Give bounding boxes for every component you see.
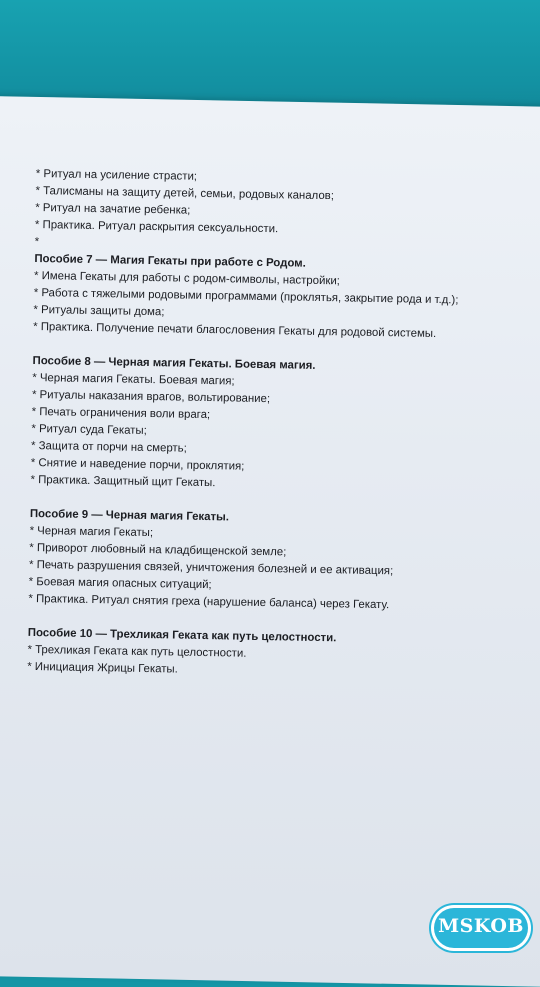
list-item: * Талисманы на защиту детей, семьи, родовых каналов; <box>35 184 335 203</box>
section-heading: Пособие 8 — Черная магия Гекаты. Боевая магия. <box>32 354 316 372</box>
list-item: * Печать разрушения связей, уничтожения болезней и ее активация; <box>28 558 394 578</box>
list-item: * Работа с тяжелыми родовыми программами (проклятья, закрытие рода и т.д.); <box>33 286 459 307</box>
list-item: * Практика. Ритуал раскрытия сексуальности. <box>34 218 279 236</box>
list-item: * Ритуал на зачатие ребенка; <box>35 201 191 217</box>
watermark-text: MSKOB <box>438 915 524 937</box>
section-heading: Пособие 7 — Магия Гекаты при работе с Родом. <box>34 252 306 270</box>
section-heading: Пособие 9 — Черная магия Гекаты. <box>29 507 230 524</box>
list-item: * Черная магия Гекаты. Боевая магия; <box>32 371 235 388</box>
list-item: * Инициация Жрицы Гекаты. <box>27 660 178 676</box>
list-item: * Трехликая Геката как путь целостности. <box>27 643 247 660</box>
list-item: * Печать ограничения воли врага; <box>31 405 211 422</box>
list-item: * Защита от порчи на смерть; <box>31 439 187 455</box>
list-item: * Ритуал суда Гекаты; <box>31 422 147 437</box>
list-item: * Ритуал на усиление страсти; <box>35 167 198 183</box>
list-item: * Ритуалы наказания врагов, вольтирование; <box>31 388 271 406</box>
section-heading: Пособие 10 — Трехликая Геката как путь целостности. <box>27 626 337 645</box>
list-item: * Практика. Защитный щит Гекаты. <box>30 473 216 490</box>
list-item: * Приворот любовный на кладбищенской земле; <box>29 541 287 559</box>
list-item: * Боевая магия опасных ситуаций; <box>28 575 212 592</box>
list-item: * Практика. Ритуал снятия греха (нарушение баланса) через Гекату. <box>28 592 390 612</box>
list-item: * <box>34 235 40 249</box>
document-text <box>27 166 516 684</box>
list-item: * Снятие и наведение порчи, проклятия; <box>30 456 245 473</box>
list-item: * Черная магия Гекаты; <box>29 524 154 540</box>
list-item: * Ритуалы защиты дома; <box>33 303 165 319</box>
list-item: * Имена Гекаты для работы с родом-символы, настройки; <box>33 269 341 288</box>
list-item: * Практика. Получение печати благословения Гекаты для родовой системы. <box>33 320 437 341</box>
watermark-logo <box>432 906 532 952</box>
